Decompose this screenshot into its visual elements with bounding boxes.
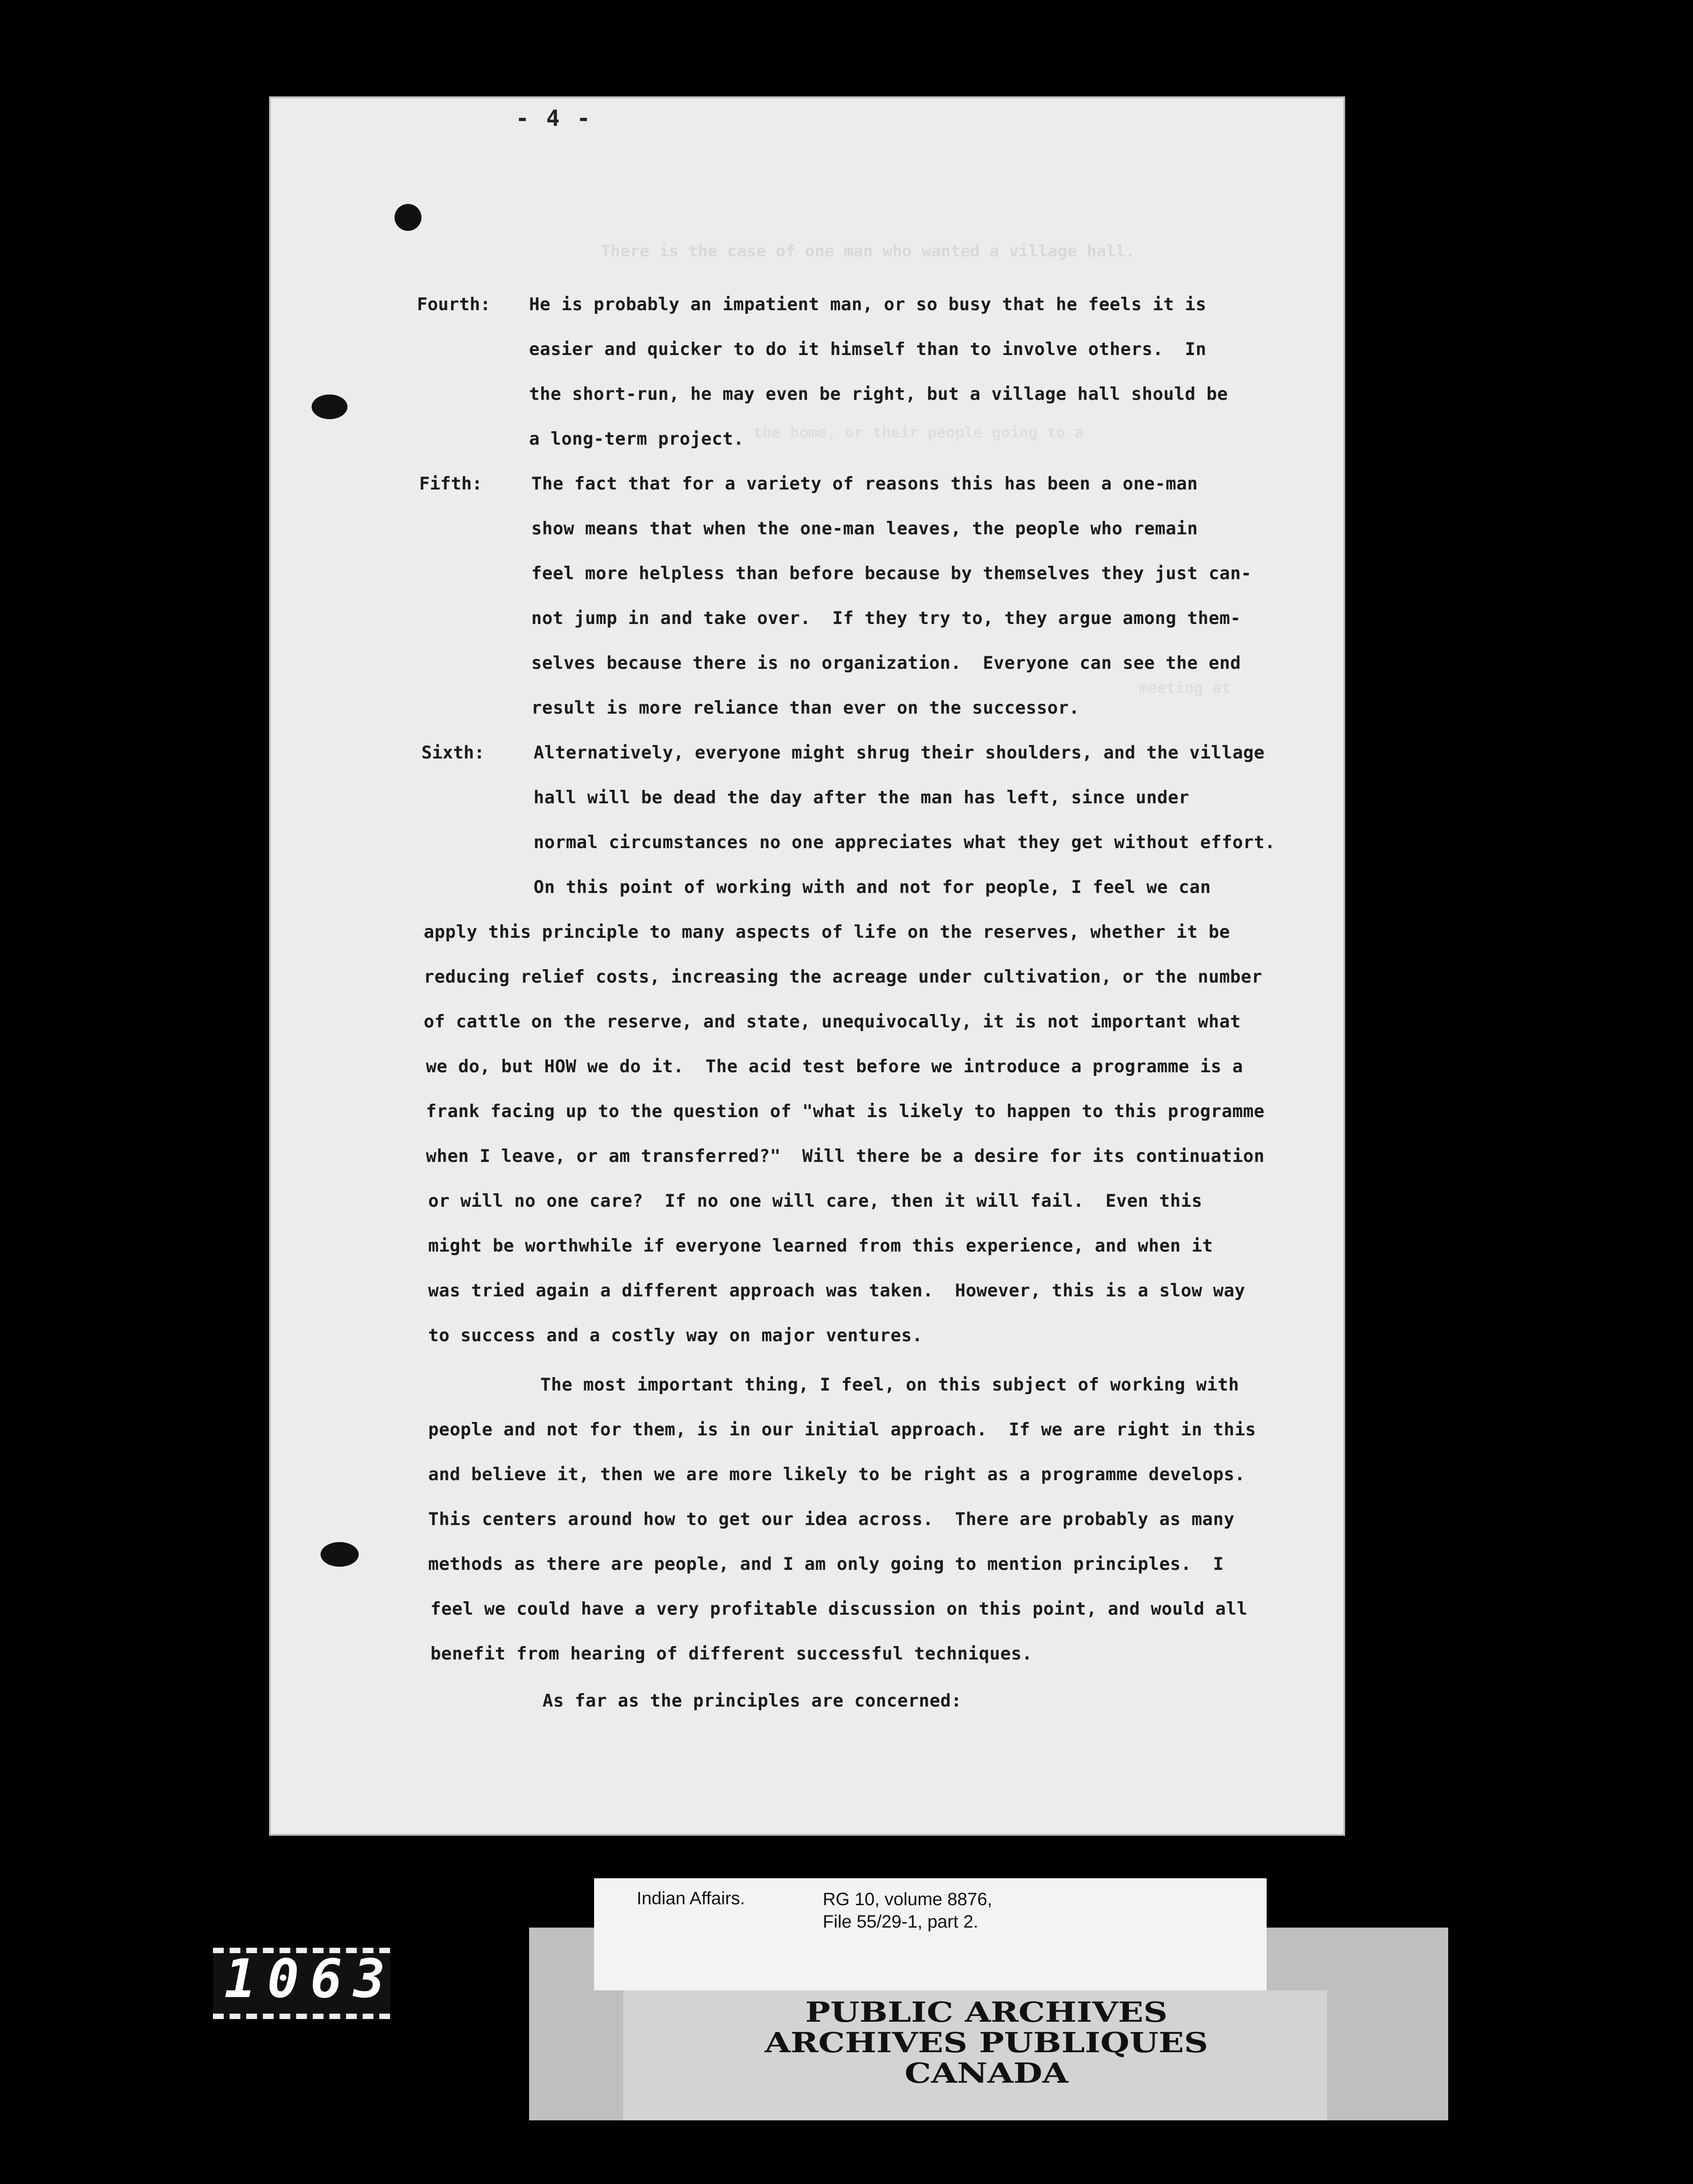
section-line: The fact that for a variety of reasons this has been a one-man (531, 474, 1198, 494)
section-line: He is probably an impatient man, or so busy that he feels it is (529, 295, 1207, 315)
section-line: feel more helpless than before because by themselves they just can- (531, 563, 1252, 584)
paragraph-line: of cattle on the reserve, and state, unequivocally, it is not important what (424, 1012, 1241, 1032)
reference-line: RG 10, volume 8876, (823, 1889, 992, 1909)
department-label: Indian Affairs. (637, 1889, 745, 1908)
paragraph-line: people and not for them, is in our initial approach. If we are right in this (428, 1420, 1256, 1440)
section-line: hall will be dead the day after the man has left, since under (534, 788, 1189, 808)
paragraph-line: or will no one care? If no one will care, then it will fail. Even this (428, 1191, 1202, 1211)
paragraph-line: As far as the principles are concerned: (543, 1691, 962, 1711)
paragraph-line: frank facing up to the question of "what is likely to happen to this programme (426, 1101, 1265, 1122)
section-line: the short-run, he may even be right, but a village hall should be (529, 384, 1228, 404)
paragraph-line: and believe it, then we are more likely to be right as a programme develops. (428, 1465, 1246, 1485)
section-line: easier and quicker to do it himself than to involve others. In (529, 339, 1207, 360)
punch-hole (312, 394, 347, 419)
stamp-line: ARCHIVES PUBLIQUES (764, 2026, 1208, 2059)
paragraph-line: apply this principle to many aspects of life on the reserves, whether it be (424, 922, 1230, 942)
page-number: - 4 - (516, 105, 592, 131)
paragraph-line: feel we could have a very profitable discussion on this point, and would all (430, 1599, 1248, 1619)
section-line: not jump in and take over. If they try to, they argue among them- (531, 608, 1241, 628)
public-archives-stamp (610, 1997, 1363, 2089)
punch-hole (395, 204, 421, 231)
paragraph-line: The most important thing, I feel, on this subject of working with (540, 1375, 1239, 1395)
paragraph-line: reducing relief costs, increasing the acreage under cultivation, or the number (424, 967, 1263, 987)
paragraph-line: we do, but HOW we do it. The acid test before we introduce a programme is a (426, 1057, 1243, 1077)
bleed-through-text: There is the case of one man who wanted a village hall. (601, 242, 1136, 260)
section-line: selves because there is no organization. Everyone can see the end (531, 653, 1241, 673)
section-line: show means that when the one-man leaves, the people who remain (531, 519, 1198, 539)
section-line: a long-term project. (529, 429, 744, 449)
frame-number: 1063 (224, 1948, 397, 2010)
section-line: normal circumstances no one appreciates what they get without effort. (534, 832, 1276, 853)
bleed-through-text: meeting at (1139, 679, 1231, 697)
punch-hole (321, 1542, 359, 1567)
paragraph-line: On this point of working with and not for people, I feel we can (534, 877, 1211, 897)
reference-line: File 55/29-1, part 2. (823, 1912, 978, 1932)
section-label: Fifth: (419, 474, 482, 494)
stamp-line: CANADA (904, 2057, 1068, 2089)
paragraph-line: methods as there are people, and I am only going to mention principles. I (428, 1554, 1224, 1574)
section-label: Sixth: (421, 743, 485, 763)
archive-label (594, 1878, 1267, 1990)
paragraph-line: was tried again a different approach was taken. However, this is a slow way (428, 1281, 1246, 1301)
paragraph-line: might be worthwhile if everyone learned from this experience, and when it (428, 1236, 1213, 1256)
paragraph-line: to success and a costly way on major ventures. (428, 1326, 923, 1346)
paragraph-line: when I leave, or am transferred?" Will there be a desire for its continuation (426, 1146, 1265, 1166)
section-line: Alternatively, everyone might shrug their shoulders, and the village (534, 743, 1265, 763)
section-line: result is more reliance than ever on the successor. (531, 698, 1080, 718)
paragraph-line: This centers around how to get our idea across. There are probably as many (428, 1509, 1235, 1530)
paragraph-line: benefit from hearing of different successful techniques. (430, 1644, 1033, 1664)
bleed-through-text: the home, or their people going to a (753, 424, 1084, 442)
section-label: Fourth: (417, 295, 491, 315)
stamp-line: PUBLIC ARCHIVES (805, 1996, 1168, 2028)
